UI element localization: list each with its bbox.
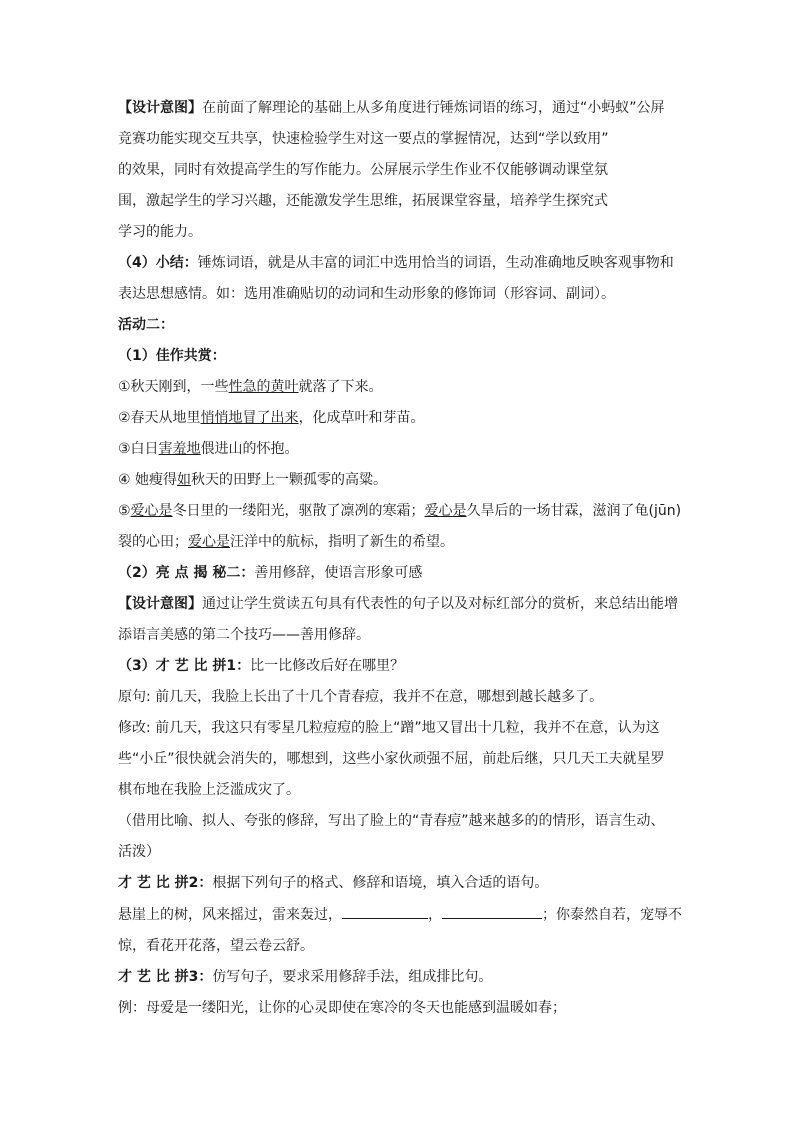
fill-blank-line-1 xyxy=(118,904,682,925)
contest-2-text: 根据下列句子的格式、修辞和语境，填入合适的语句。 xyxy=(212,875,549,891)
design-intent-1-line-1 xyxy=(118,98,678,118)
sentence-number: ⑤ xyxy=(118,503,131,519)
sentence-text: 就落了下来。 xyxy=(298,379,383,395)
answer-blank-2[interactable] xyxy=(442,904,542,919)
contest-1-heading xyxy=(118,656,678,676)
paragraph-text: 在前面了解理论的基础上从多角度进行锤炼词语的练习，通过“小蚂蚁”公屏 xyxy=(202,100,665,116)
question-text: 悬崖上的树，风来摇过，雷来轰过， xyxy=(118,907,342,923)
comment-line-1: （借用比喻、拟人、夸张的修辞，写出了脸上的“青春痘”越来越多的的情形，语言生动、 xyxy=(118,813,665,829)
design-intent-2-line-2: 添语言美感的第二个技巧——善用修辞。 xyxy=(118,627,370,643)
design-intent-label: 【设计意图】 xyxy=(118,100,202,116)
contest-3-label: 才 艺 比 拼3： xyxy=(118,969,213,985)
example-sentence-3 xyxy=(118,439,678,459)
revised-line-2: 些“小丘”很快就会消失的，哪想到，这些小家伙顽强不屈，前赴后继，只几天工夫就星罗 xyxy=(118,751,665,767)
comment-line-2: 活泼） xyxy=(118,844,160,860)
sentence-text: ①秋天刚到，一些 xyxy=(118,379,229,395)
underlined-phrase: 性急的黄叶 xyxy=(228,379,299,395)
summary-label: （4）小结： xyxy=(118,255,198,271)
underlined-phrase: 爱心是 xyxy=(424,503,467,519)
contest-1-label: （3）才 艺 比 拼1： xyxy=(118,658,251,674)
question-text: ， xyxy=(428,907,442,923)
sentence-text: ③白日 xyxy=(118,441,159,457)
example-sentence-4 xyxy=(118,470,678,490)
appreciation-heading: （1）佳作共赏： xyxy=(118,348,226,364)
underlined-phrase: 爱心是 xyxy=(130,503,173,519)
underlined-phrase: 如 xyxy=(177,472,192,488)
underlined-phrase: 害羞地 xyxy=(158,441,201,457)
contest-3-heading xyxy=(118,967,678,987)
underlined-phrase: 悄悄地冒了出来 xyxy=(200,410,299,426)
contest-3-text: 仿写句子，要求采用修辞手法，组成排比句。 xyxy=(212,969,493,985)
original-sentence: 原句: 前几天，我脸上长出了十几个青春痘，我并不在意，哪想到越长越多了。 xyxy=(118,689,604,705)
example-sentence-5-line-2 xyxy=(118,532,678,552)
paragraph-text: 通过让学生赏读五句具有代表性的句子以及对标红部分的赏析，来总结出能增 xyxy=(202,596,678,612)
highlight-2-text: 善用修辞，使语言形象可感 xyxy=(254,565,423,581)
sentence-text: ，化成草叶和芽苗。 xyxy=(298,410,425,426)
summary-line-1 xyxy=(118,253,678,273)
sentence-text: 秋天的田野上一颗孤零的高粱。 xyxy=(191,472,388,488)
sentence-text: 偎进山的怀抱。 xyxy=(200,441,299,457)
contest-1-text: 比一比修改后好在哪里？ xyxy=(250,658,405,674)
sentence-text: 汪洋中的航标，指明了新生的希望。 xyxy=(230,534,454,550)
contest-2-heading xyxy=(118,873,678,893)
sentence-text: 裂的心田； xyxy=(118,534,188,550)
sentence-text: 久旱后的一场甘霖，滋润了龟(jūn) xyxy=(466,503,682,519)
design-intent-label: 【设计意图】 xyxy=(118,596,202,612)
design-intent-1-line-2: 竞赛功能实现交互共享，快速检验学生对这一要点的掌握情况，达到“学以致用” xyxy=(118,131,609,147)
document-page xyxy=(118,98,682,1029)
contest-2-label: 才 艺 比 拼2： xyxy=(118,875,213,891)
design-intent-1-line-3: 的效果，同时有效提高学生的写作能力。公屏展示学生作业不仅能够调动课堂氛 xyxy=(118,162,608,178)
design-intent-1-line-4: 围，激起学生的学习兴趣，还能激发学生思维，拓展课堂容量，培养学生探究式 xyxy=(118,193,608,209)
fill-blank-line-2: 惊，看花开花落，望云卷云舒。 xyxy=(118,938,314,954)
question-text: ；你泰然自若，宠辱不 xyxy=(542,907,682,923)
underlined-phrase: 爱心是 xyxy=(188,534,230,550)
example-sentence-2 xyxy=(118,408,678,428)
design-intent-2-line-1 xyxy=(118,594,678,614)
design-intent-1-line-5: 学习的能力。 xyxy=(118,224,202,240)
answer-blank-1[interactable] xyxy=(342,904,428,919)
revised-line-1: 修改: 前几天，我这只有零星几粒痘痘的脸上“蹭”地又冒出十几粒，我并不在意，认为这 xyxy=(118,720,660,736)
revised-line-3: 棋布地在我脸上泛滥成灾了。 xyxy=(118,782,300,798)
example-sentence-5-line-1 xyxy=(118,501,682,521)
highlight-2-line xyxy=(118,563,678,583)
example-sentence-1 xyxy=(118,377,678,397)
sentence-text: ②春天从地里 xyxy=(118,410,201,426)
sentence-text: 冬日里的一缕阳光，驱散了凛冽的寒霜； xyxy=(172,503,425,519)
summary-line-2: 表达思想感情。如：选用准确贴切的动词和生动形象的修饰词（形容词、副词）。 xyxy=(118,286,615,302)
activity-2-heading: 活动二： xyxy=(118,317,174,333)
example-line: 例：母爱是一缕阳光，让你的心灵即使在寒冷的冬天也能感到温暖如春； xyxy=(118,1000,566,1016)
highlight-2-label: （2）亮 点 揭 秘二： xyxy=(118,565,255,581)
sentence-text: ④ 她瘦得 xyxy=(118,472,178,488)
paragraph-text: 锤炼词语，就是从丰富的词汇中选用恰当的词语，生动准确地反映客观事物和 xyxy=(197,255,674,271)
